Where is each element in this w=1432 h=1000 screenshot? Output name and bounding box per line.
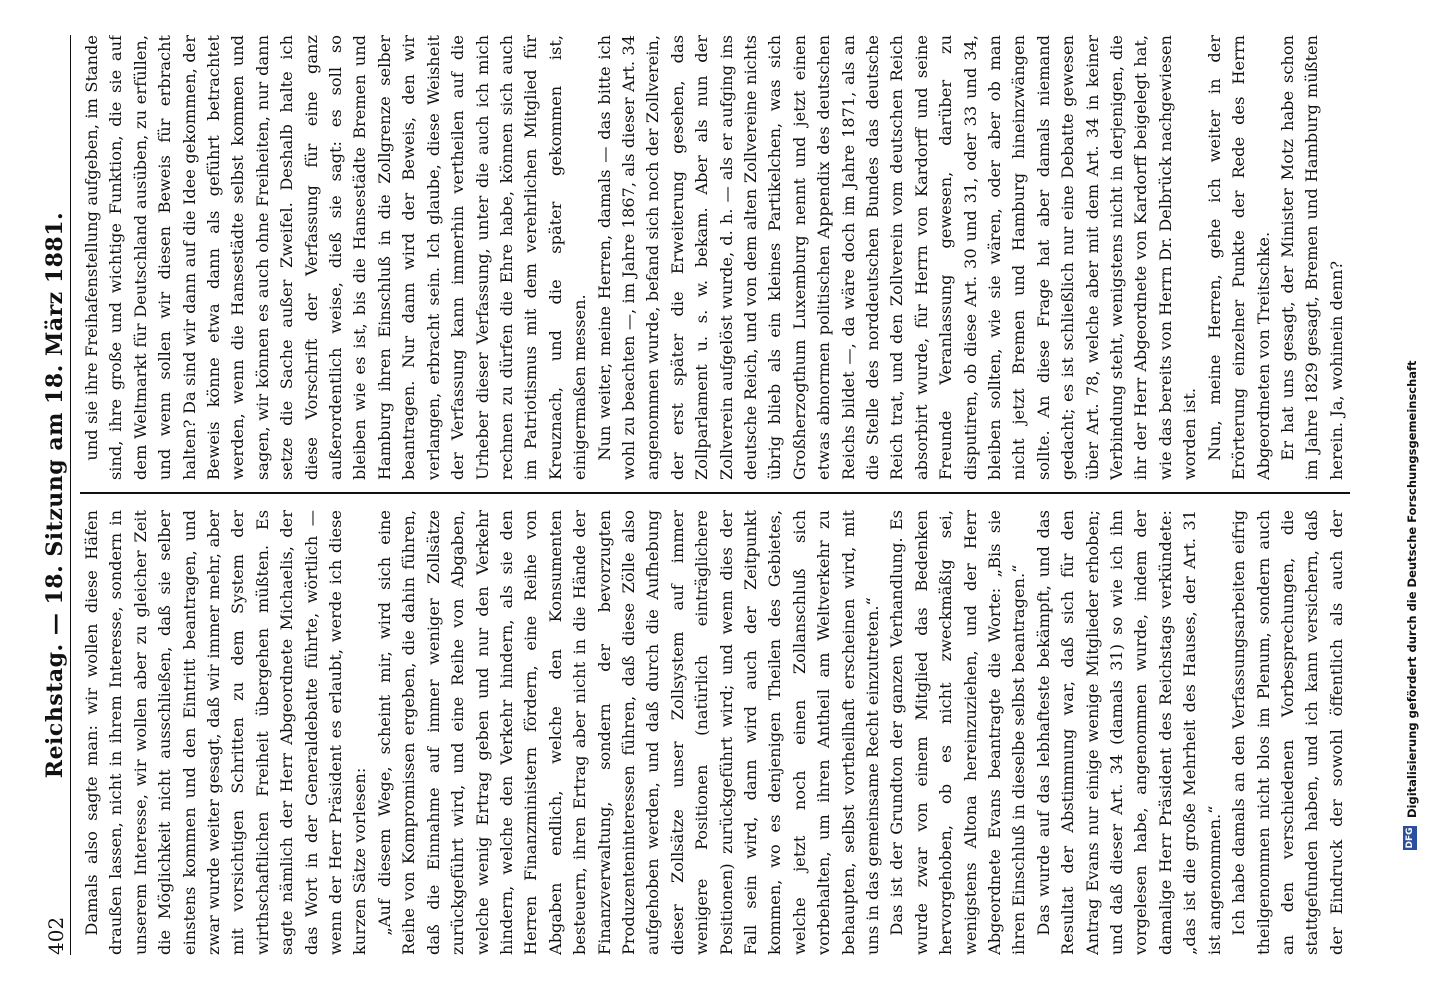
left-column [80,510,1350,955]
column-divider [80,493,1350,495]
paragraph: Nun weiter, meine Herren, damals — das bitte ich wohl zu beachten —, im Jahre 1867, als dieser Art. 34 angenommen wurde, befand sich noch der Zollverein, der erst später die Erweiterung gesehen, das Zollparlament u. s. w. bekam. Aber als nun der Zollverein aufgelöst wurde, d. h. — als er aufging ins deutsche Reich, und von dem alten Zollvereine nichts übrig blieb als ein kleines Partikelchen, was sich Großherzogthum Luxemburg nennt und jetzt einen etwas abnormen politischen Appendix des deutschen Reichs bildet —, da wäre doch im Jahre 1871, als an die Stelle des norddeutschen Bundes das deutsche Reich trat, und den Zollverein vom deutschen Reich absorbirt wurde, für Herrn von Kardorff und seine Freunde Veranlassung gewesen, darüber zu disputiren, ob diese Art. 30 und 31, oder 33 und 34, bleiben sollten, wie sie wären, oder aber ob man nicht jetzt Bremen und Hamburg hineinzwängen sollte. An diese Frage hat aber damals niemand gedacht; es ist schließlich nur eine Debatte gewesen über Art. 78, welche aber mit dem Art. 34 in keiner Verbindung steht, wenigstens nicht in derjenigen, die ihr der Herr Abgeordnete von Kardorff beigelegt hat, wie das bereits von Herrn Dr. Delbrück nachgewiesen worden ist. [594,35,1200,480]
paragraph: Das ist der Grundton der ganzen Verhandlung. Es wurde zwar von einem Mitglied das Bedenken hervorgehoben, ob es nicht zweckmäßig sei, wenigstens Altona hereinzuziehen, und der Herr Abgeordnete Evans beantragte die Worte: „Bis sie ihren Einschluß in dieselbe selbst beantragen.“ [887,510,1029,955]
digitization-credit-text: Digitalisierung gefördert durch die Deutsche Forschungsgemeinschaft [1405,360,1419,818]
page-header [40,35,71,955]
dfg-logo: DFG [1405,827,1415,849]
digitization-credit [1395,90,1425,850]
paragraph: Er hat uns gesagt, der Minister Motz habe schon im Jahre 1829 gesagt, Bremen und Hamburg müßten herein. Ja, wohinein denn? [1277,35,1346,480]
paragraph: Nun, meine Herren, gehe ich weiter in der Erörterung einzelner Punkte der Rede des Herrn Abgeordneten von Treitschke. [1204,35,1273,480]
paragraph: Das wurde auf das lebhafteste bekämpft, und das Resultat der Abstimmung war, daß sich für den Antrag Evans nur einige wenige Mitglieder erhoben; und daß dieser Art. 34 (damals 31) so wie ich ihn vorgelesen habe, angenommen wurde, indem der damalige Herr Präsident des Reichstags verkündete: „das ist die große Mehrheit des Hauses, der Art. 31 ist angenommen.“ [1033,510,1224,955]
right-column [80,35,1350,480]
interjection [1349,35,1350,480]
running-head: Reichstag. — 18. Sitzung am 18. März 1881. [42,211,68,779]
paragraph: Ich habe damals an den Verfassungsarbeiten eifrig theilgenommen nicht blos im Plenum, sondern auch an den verschiedenen Vorbesprechungen, die stattgefunden haben, und ich kann versichern, daß der Eindruck der sowohl öffentlich als auch der [1229,510,1346,955]
page-number: 402 [44,916,68,955]
paragraph: und sie ihre Freihafenstellung aufgeben, im Stande sind, ihre große und wichtige Funktion, die sie auf dem Weltmarkt für Deutschland ausüben, zu erfüllen, und wenn sollen wir diesen Beweis für erbracht halten? Da sind wir dann auf die Idee gekommen, der Beweis könne etwa dann als geführt betrachtet werden, wenn die Hansestädte selbst kommen und sagen, wir können es auch ohne Freiheiten, nur dann setze die Sache außer Zweifel. Deshalb halte ich diese Vorschrift der Verfassung für eine ganz außerordentlich weise, dieß sie sagt: es soll so bleiben wie es ist, bis die Hansestädte Bremen und Hamburg ihren Einschluß in die Zollgrenze selber beantragen. Nur dann wird der Beweis, den wir verlangen, erbracht sein. Ich glaube, diese Weisheit der Verfassung kann immerhin vertheilen auf die Urheber dieser Verfassung, unter die auch ich mich rechnen zu dürfen die Ehre habe, können sich auch im Patriotismus mit dem verehrlichen Mitglied für Kreuznach, und die später gekommen ist, einigermaßen messen. [82,35,590,480]
paragraph: Damals also sagte man: wir wollen diese Häfen draußen lassen, nicht in ihrem Interesse, sondern in unserem Interesse, wir wollen aber zu gleicher Zeit die Möglichkeit nicht ausschließen, daß sie selber einstens kommen und den Eintritt beantragen, und zwar wurde weiter gesagt, daß wir immer mehr, aber mit vorsichtigen Schritten zu dem System der wirthschaftlichen Freiheit übergehen müßten. Es sagte nämlich der Herr Abgeordnete Michaelis, der das Wort in der Generaldebatte führte, wörtlich — wenn der Herr Präsident es erlaubt, werde ich diese kurzen Sätze vorlesen: [82,510,370,955]
quotation: „Auf diesem Wege, scheint mir, wird sich eine Reihe von Kompromissen ergeben, die dahin führen, daß die Einnahme auf immer weniger Zollsätze zurückgeführt wird, und eine Reihe von Abgaben, welche wenig Ertrag geben und nur den Verkehr hindern, welche den Verkehr hindern, als sie den Herren Finanzministern fördern, eine Reihe von Abgaben endlich, welche den Konsumenten besteuern, ihren Ertrag aber nicht in die Hände der Finanzverwaltung, sondern der bevorzugten Produzenteninteressen führen, daß diese Zölle also aufgehoben werden, und daß durch die Aufhebung dieser Zollsätze unser Zollsystem auf immer wenigere Positionen (natürlich einträglichere Positionen) zurückgeführt wird; und wenn dies der Fall sein wird, dann wird auch der Zeitpunkt kommen, wo es denjenigen Theilen des Gebietes, welche jetzt noch einen Zollanschluß sich vorbehalten, um ihren Antheil am Weltverkehr zu behaupten, selbst vortheilhaft erscheinen wird, mit uns in das gemeinsame Recht einzutreten.“ [374,510,882,955]
